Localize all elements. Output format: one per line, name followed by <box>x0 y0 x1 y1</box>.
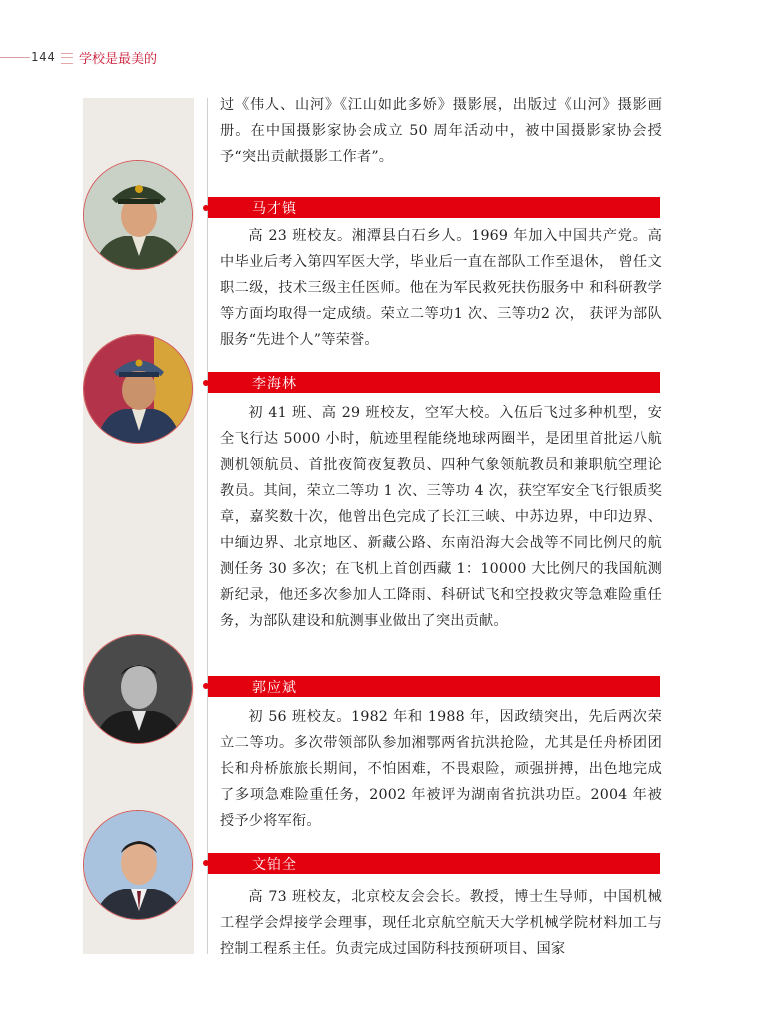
person-name: 马才镇 <box>252 201 297 217</box>
page-number: 144 <box>31 50 56 64</box>
portrait-photo <box>83 634 193 744</box>
bio-paragraph: 初 41 班、高 29 班校友，空军大校。入伍后飞过多种机型，安全飞行达 5000 小时，航迹里程能绕地球两圈半，是团里首批运八航测机领航员、首批夜简夜复教员、四种气象领航教员和兼职航空理论教员。其间，荣立二等功 1 次、三等功 4 次，获空军安全飞行银质奖章，嘉奖数十次，他曾出色完成了长江三峡、中苏边界，中印边界、中缅边界、北京地区、新藏公路、东南沿海大会战等不同比例尺的航测任务 30 多次；在飞机上首创西藏 1：10000 大比例尺的我国航测新纪录，他还多次参加人工降雨、科研试飞和空投救灾等急难险重任务，为部队建设和航测事业做出了突出贡献。 <box>220 405 662 629</box>
bio-paragraph: 高 23 班校友。湘潭县白石乡人。1969 年加入中国共产党。高中毕业后考入第四军医大学，毕业后一直在部队工作至退休， 曾任文职二级，技术三级主任医师。他在为军民救死扶伤服务中 和科研教学等方面均取得一定成绩。荣立二等功1 次、三等功2 次， 获评为部队服务“先进个人”等荣誉。 <box>220 228 662 348</box>
portrait-photo <box>83 810 193 920</box>
name-bar <box>208 853 660 874</box>
portrait-photo <box>83 334 193 444</box>
portrait-photo <box>83 160 193 270</box>
column-divider <box>207 98 208 954</box>
name-bar <box>208 676 660 697</box>
name-bar <box>208 372 660 393</box>
person-name: 文铂全 <box>252 857 297 873</box>
header-rule <box>0 57 30 58</box>
person-name: 郭应斌 <box>252 680 297 696</box>
name-bar <box>208 197 660 218</box>
person-name: 李海林 <box>252 376 297 392</box>
bio-paragraph: 初 56 班校友。1982 年和 1988 年，因政绩突出，先后两次荣立二等功。多次带领部队参加湘鄂两省抗洪抢险，尤其是任舟桥团团长和舟桥旅旅长期间，不怕困难，不畏艰险，顽强拼搏，出色地完成了多项急难险重任务，2002 年被评为湖南省抗洪功臣。2004 年被授予少将军衔。 <box>220 709 662 829</box>
header-ornament <box>61 53 73 64</box>
running-title: 学校是最美的 <box>79 52 158 67</box>
intro-paragraph: 过《伟人、山河》《江山如此多娇》摄影展，出版过《山河》摄影画册。在中国摄影家协会成立 50 周年活动中，被中国摄影家协会授予“突出贡献摄影工作者”。 <box>220 97 662 165</box>
bio-paragraph: 高 73 班校友，北京校友会会长。教授，博士生导师，中国机械工程学会焊接学会理事，现任北京航空航天大学机械学院材料加工与控制工程系主任。负责完成过国防科技预研项目、国家 <box>220 889 662 957</box>
